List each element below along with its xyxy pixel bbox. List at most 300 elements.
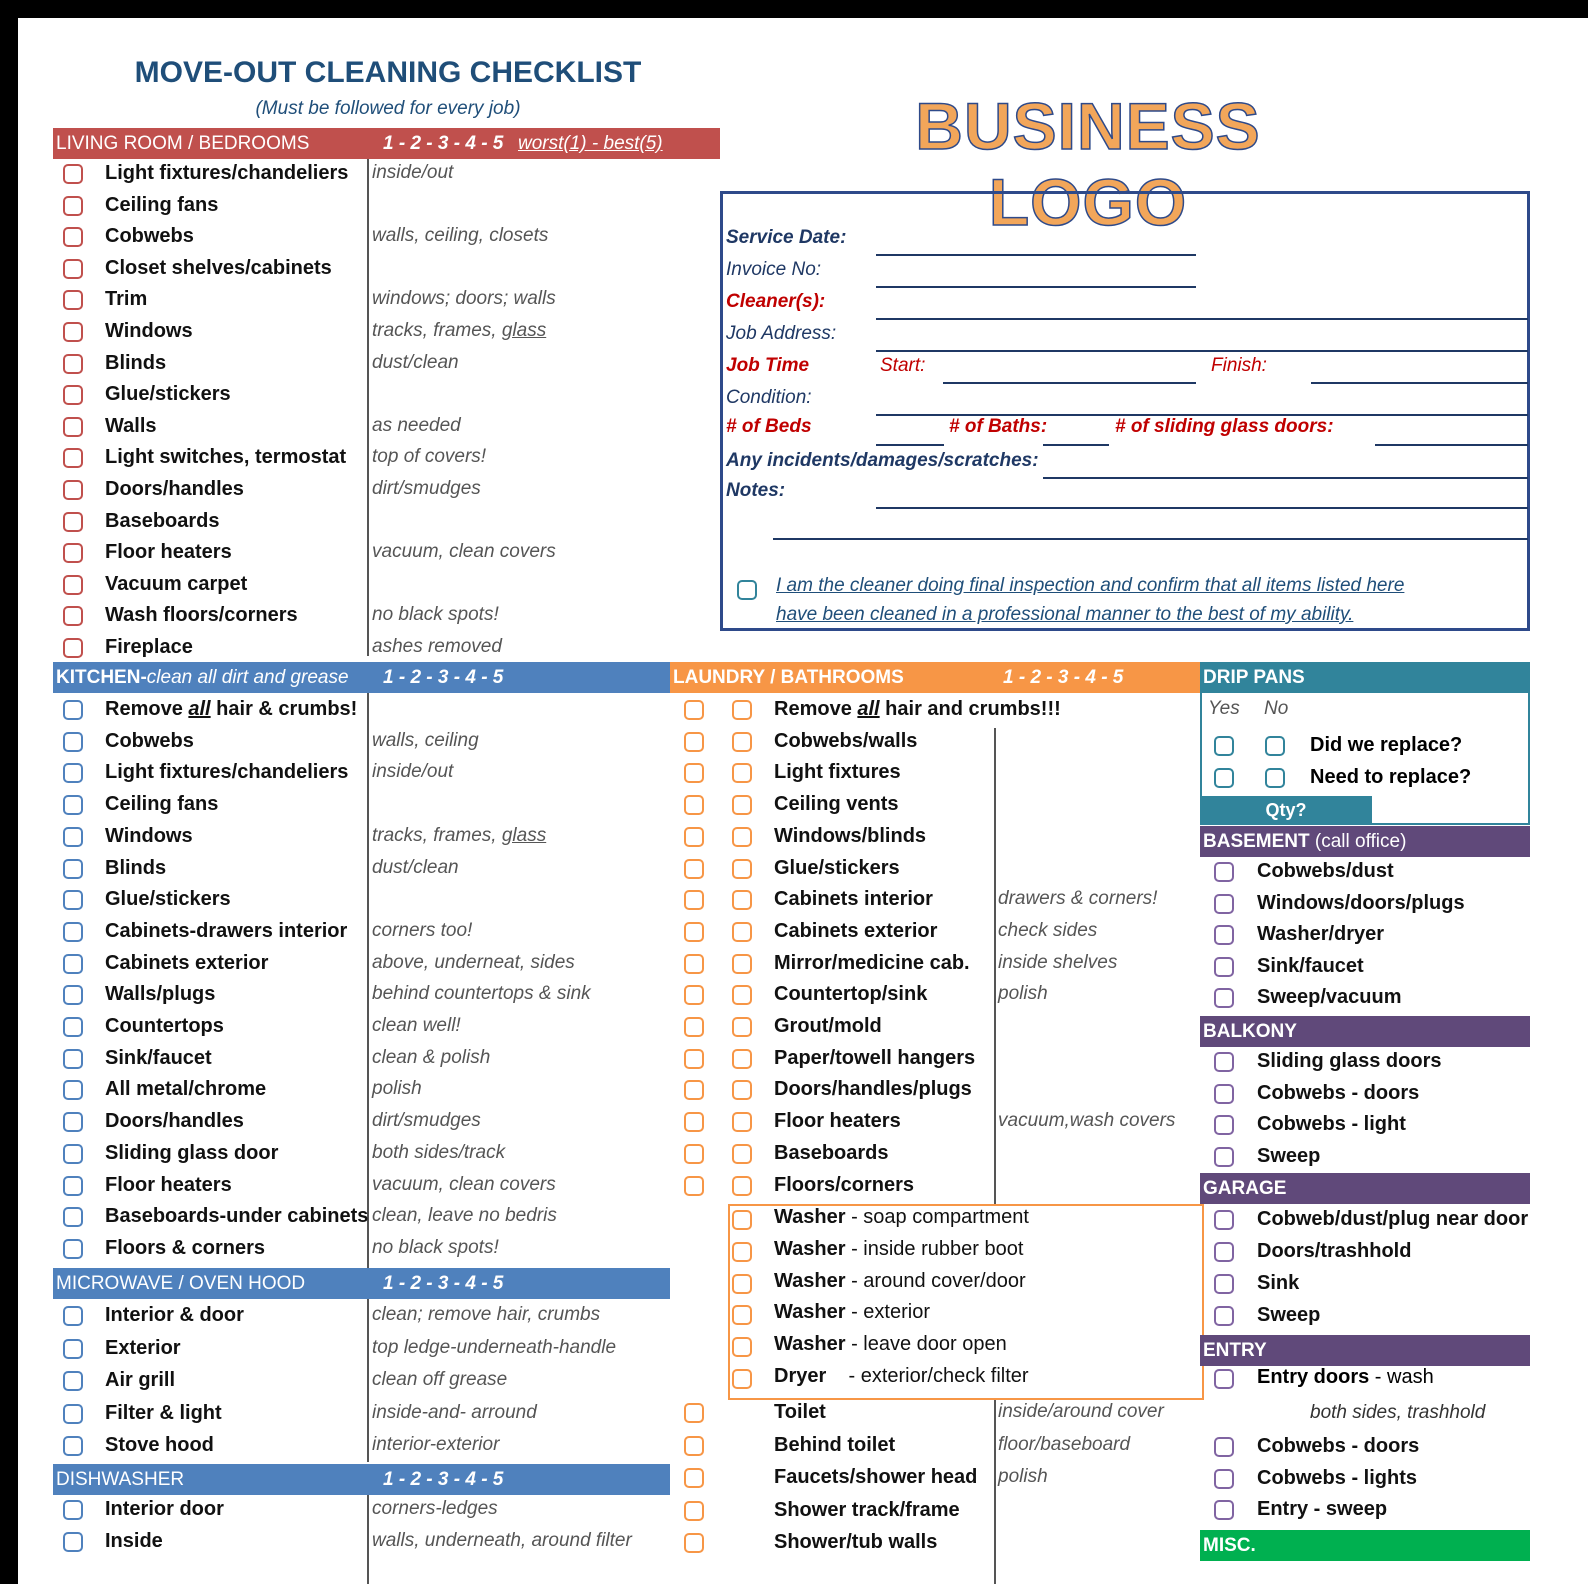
basement-title-note: (call office) xyxy=(1309,831,1407,852)
microwave-item xyxy=(18,1335,617,1367)
kitchen-checkbox[interactable] xyxy=(63,700,83,720)
start-label: Start: xyxy=(880,355,926,376)
living-room-checkbox[interactable] xyxy=(63,480,83,500)
bathroom-checkbox[interactable] xyxy=(684,1436,704,1456)
living-room-item xyxy=(18,350,459,382)
kitchen-checkbox[interactable] xyxy=(63,1239,83,1259)
bathroom-checkbox[interactable] xyxy=(684,1403,704,1423)
living-room-item xyxy=(18,634,502,666)
laundry-label: Floor heaters xyxy=(774,1110,901,1133)
laundry-label: Cabinets exterior xyxy=(774,919,938,942)
living-room-item xyxy=(18,192,219,224)
kitchen-checkbox[interactable] xyxy=(63,732,83,752)
basement-label: Washer/dryer xyxy=(1257,923,1385,945)
kitchen-label: Cabinets exterior xyxy=(105,951,269,974)
kitchen-header xyxy=(53,662,670,693)
living-room-checkbox[interactable] xyxy=(63,354,83,374)
laundry-checkbox-1[interactable] xyxy=(684,985,704,1005)
kitchen-note: clean, leave no bedris xyxy=(372,1205,557,1227)
basement-checkbox[interactable] xyxy=(1214,925,1234,945)
garage-checkbox[interactable] xyxy=(1214,1210,1234,1230)
microwave-note: inside-and- arround xyxy=(372,1401,537,1423)
laundry-checkbox-1[interactable] xyxy=(684,1144,704,1164)
kitchen-checkbox[interactable] xyxy=(63,763,83,783)
dishwasher-header xyxy=(53,1464,670,1495)
garage-checkbox[interactable] xyxy=(1214,1274,1234,1294)
kitchen-note: tracks, frames, glass xyxy=(372,824,547,846)
living-room-item xyxy=(18,539,556,571)
washer-checkbox[interactable] xyxy=(732,1210,752,1230)
bathroom-label: Shower/tub walls xyxy=(774,1531,938,1553)
washer-label-bold: Dryer xyxy=(774,1365,827,1387)
microwave-label: Filter & light xyxy=(105,1401,222,1424)
notes-field-line-1[interactable] xyxy=(876,507,1528,509)
laundry-label: Remove all hair and crumbs!!! xyxy=(774,698,1061,720)
entry-title: ENTRY xyxy=(1203,1340,1267,1361)
living-room-checkbox[interactable] xyxy=(63,290,83,310)
invoice-label: Invoice No: xyxy=(726,259,822,280)
laundry-checkbox-1[interactable] xyxy=(684,1017,704,1037)
laundry-label: Cabinets interior xyxy=(774,888,933,911)
garage-header xyxy=(1200,1173,1530,1204)
bathroom-checkbox[interactable] xyxy=(684,1501,704,1521)
kitchen-checkbox[interactable] xyxy=(63,795,83,815)
entry-checkbox[interactable] xyxy=(1214,1500,1234,1520)
laundry-divider-upper xyxy=(994,728,996,1204)
microwave-label: Stove hood xyxy=(105,1434,214,1456)
need-replace-no-checkbox[interactable] xyxy=(1265,768,1285,788)
business-logo: BUSINESS LOGO xyxy=(915,89,1261,239)
laundry-label: Paper/towell hangers xyxy=(774,1046,976,1069)
dishwasher-label: Interior door xyxy=(105,1498,224,1520)
washer-label xyxy=(774,1206,1029,1229)
laundry-label: Windows/blinds xyxy=(774,824,927,847)
microwave-checkbox[interactable] xyxy=(63,1371,83,1391)
laundry-checkbox-1[interactable] xyxy=(684,1049,704,1069)
laundry-checkbox-1[interactable] xyxy=(684,954,704,974)
cleaners-label: Cleaner(s): xyxy=(726,291,826,312)
laundry-checkbox-2[interactable] xyxy=(732,763,752,783)
living-room-checkbox[interactable] xyxy=(63,417,83,437)
service-date-label: Service Date: xyxy=(726,227,847,248)
washer-label xyxy=(774,1238,1023,1261)
washer-label xyxy=(774,1365,1029,1388)
laundry-checkbox-1[interactable] xyxy=(684,1176,704,1196)
kitchen-label: All metal/chrome xyxy=(105,1078,267,1101)
washer-checkbox[interactable] xyxy=(732,1369,752,1389)
sliding-doors-field[interactable] xyxy=(1375,444,1528,446)
living-room-label: Blinds xyxy=(105,351,167,374)
bathroom-checkbox[interactable] xyxy=(684,1468,704,1488)
misc-title: MISC. xyxy=(1203,1535,1256,1556)
balcony-checkbox[interactable] xyxy=(1214,1115,1234,1135)
kitchen-note: no black spots! xyxy=(372,1236,499,1258)
bathroom-note: polish xyxy=(998,1466,1048,1487)
washer-checkbox[interactable] xyxy=(732,1274,752,1294)
living-room-note: windows; doors; walls xyxy=(372,288,556,310)
kitchen-note: behind countertops & sink xyxy=(372,983,591,1005)
living-room-note: inside/out xyxy=(372,162,454,183)
laundry-scale: 1 - 2 - 3 - 4 - 5 xyxy=(1003,667,1124,688)
washer-label xyxy=(774,1333,1007,1356)
balcony-label: Cobwebs - doors xyxy=(1257,1081,1420,1104)
basement-checkbox[interactable] xyxy=(1214,862,1234,882)
cleaners-field[interactable] xyxy=(876,318,1528,320)
microwave-checkbox[interactable] xyxy=(63,1339,83,1359)
misc-header xyxy=(1200,1530,1530,1561)
laundry-note: vacuum,wash covers xyxy=(998,1110,1176,1132)
laundry-checkbox-1[interactable] xyxy=(684,859,704,879)
laundry-checkbox-1[interactable] xyxy=(684,795,704,815)
kitchen-label: Floor heaters xyxy=(105,1173,232,1196)
condition-label: Condition: xyxy=(726,387,812,408)
incidents-label: Any incidents/damages/scratches: xyxy=(726,450,1039,471)
living-room-checkbox[interactable] xyxy=(63,575,83,595)
laundry-checkbox-1[interactable] xyxy=(684,763,704,783)
living-room-checkbox[interactable] xyxy=(63,164,83,184)
washer-label-detail: - exterior/check filter xyxy=(826,1365,1029,1387)
living-room-checkbox[interactable] xyxy=(63,196,83,216)
washer-checkbox[interactable] xyxy=(732,1242,752,1262)
laundry-checkbox-2[interactable] xyxy=(732,795,752,815)
balcony-title: BALKONY xyxy=(1203,1021,1297,1042)
living-room-label: Glue/stickers xyxy=(105,383,231,406)
laundry-header xyxy=(670,662,1200,693)
laundry-note: drawers & corners! xyxy=(998,888,1158,910)
living-room-label: Trim xyxy=(105,288,148,311)
washer-label-bold: Washer xyxy=(774,1301,846,1324)
microwave-note: clean off grease xyxy=(372,1369,508,1390)
kitchen-title-note: clean all dirt and grease xyxy=(146,667,349,688)
living-room-note: as needed xyxy=(372,414,461,436)
qty-field[interactable]: Qty? xyxy=(1200,796,1372,825)
address-label: Job Address: xyxy=(726,323,837,344)
basement-checkbox[interactable] xyxy=(1214,988,1234,1008)
laundry-checkbox-1[interactable] xyxy=(684,827,704,847)
microwave-checkbox[interactable] xyxy=(63,1436,83,1456)
microwave-header xyxy=(53,1268,670,1299)
entry-doors-label xyxy=(1257,1366,1434,1389)
living-room-header xyxy=(53,128,720,159)
living-room-item xyxy=(18,602,499,634)
drip-yes-label: Yes xyxy=(1208,698,1240,719)
laundry-checkbox-2[interactable] xyxy=(732,827,752,847)
laundry-checkbox-1[interactable] xyxy=(684,1112,704,1132)
laundry-checkbox-1[interactable] xyxy=(684,732,704,752)
laundry-label: Baseboards xyxy=(774,1141,889,1164)
kitchen-label: Cabinets-drawers interior xyxy=(105,919,348,942)
kitchen-checkbox[interactable] xyxy=(63,985,83,1005)
living-divider xyxy=(367,159,369,656)
entry-label: Cobwebs - doors xyxy=(1257,1435,1420,1457)
living-room-note: ashes removed xyxy=(372,636,502,657)
laundry-checkbox-1[interactable] xyxy=(684,700,704,720)
microwave-divider xyxy=(367,1299,369,1462)
kitchen-label: Glue/stickers xyxy=(105,888,231,911)
living-room-note: dust/clean xyxy=(372,351,459,373)
drip-no-label: No xyxy=(1264,698,1289,719)
kitchen-note: inside/out xyxy=(372,761,454,783)
start-field[interactable] xyxy=(943,382,1196,384)
living-room-label: Doors/handles xyxy=(105,478,244,500)
bathroom-checkbox[interactable] xyxy=(684,1533,704,1553)
laundry-checkbox-2[interactable] xyxy=(732,700,752,720)
living-room-item xyxy=(18,476,481,508)
microwave-checkbox[interactable] xyxy=(63,1306,83,1326)
living-room-label: Walls xyxy=(105,414,157,437)
microwave-title: MICROWAVE / OVEN HOOD xyxy=(56,1273,306,1294)
living-room-note: walls, ceiling, closets xyxy=(372,225,549,247)
bathroom-note: inside/around cover xyxy=(998,1401,1164,1422)
confirm-checkbox[interactable] xyxy=(737,580,757,600)
living-room-item xyxy=(18,255,332,287)
kitchen-note: both sides/track xyxy=(372,1141,506,1163)
bathroom-note: floor/baseboard xyxy=(998,1433,1131,1455)
living-room-label: Closet shelves/cabinets xyxy=(105,256,332,279)
entry-label: Cobwebs - lights xyxy=(1257,1466,1417,1489)
kitchen-note: dust/clean xyxy=(372,856,459,878)
balcony-label: Cobwebs - light xyxy=(1257,1113,1406,1135)
laundry-checkbox-2[interactable] xyxy=(732,1080,752,1100)
kitchen-checkbox[interactable] xyxy=(63,1080,83,1100)
kitchen-checkbox[interactable] xyxy=(63,1112,83,1132)
kitchen-scale: 1 - 2 - 3 - 4 - 5 xyxy=(383,667,504,688)
balcony-checkbox[interactable] xyxy=(1214,1147,1234,1167)
laundry-checkbox-2[interactable] xyxy=(732,922,752,942)
living-room-item xyxy=(18,571,248,603)
dishwasher-note: walls, underneath, around filter xyxy=(372,1529,632,1551)
living-room-checkbox[interactable] xyxy=(63,448,83,468)
living-room-label: Ceiling fans xyxy=(105,193,219,216)
kitchen-checkbox[interactable] xyxy=(63,954,83,974)
replaced-no-checkbox[interactable] xyxy=(1265,736,1285,756)
bathroom-label: Behind toilet xyxy=(774,1433,896,1456)
kitchen-label: Light fixtures/chandeliers xyxy=(105,761,349,784)
living-room-checkbox[interactable] xyxy=(63,512,83,532)
kitchen-label: Cobwebs xyxy=(105,729,194,752)
did-we-replace-label: Did we replace? xyxy=(1310,734,1463,756)
notes-field-line-2[interactable] xyxy=(773,538,1528,540)
living-room-item xyxy=(18,508,220,540)
living-room-checkbox[interactable] xyxy=(63,322,83,342)
laundry-title: LAUNDRY / BATHROOMS xyxy=(673,667,904,688)
living-room-checkbox[interactable] xyxy=(63,259,83,279)
laundry-label: Glue/stickers xyxy=(774,856,900,879)
laundry-note: check sides xyxy=(998,919,1098,941)
washer-label-detail: - soap compartment xyxy=(845,1206,1029,1228)
dishwasher-label: Inside xyxy=(105,1529,163,1552)
living-room-item xyxy=(18,413,461,445)
incidents-field[interactable] xyxy=(1043,477,1528,479)
living-room-scale-note: worst(1) - best(5) xyxy=(518,133,663,154)
laundry-checkbox-1[interactable] xyxy=(684,890,704,910)
basement-label: Windows/doors/plugs xyxy=(1257,891,1465,914)
living-room-item xyxy=(18,223,549,255)
living-room-note: no black spots! xyxy=(372,604,499,626)
kitchen-label: Ceiling fans xyxy=(105,793,219,816)
living-room-label: Vacuum carpet xyxy=(105,572,248,595)
living-room-checkbox[interactable] xyxy=(63,606,83,626)
laundry-checkbox-2[interactable] xyxy=(732,1017,752,1037)
kitchen-label: Walls/plugs xyxy=(105,983,216,1006)
page-subtitle: (Must be followed for every job) xyxy=(255,98,521,119)
living-room-item xyxy=(18,160,454,192)
microwave-checkbox[interactable] xyxy=(63,1404,83,1424)
laundry-checkbox-1[interactable] xyxy=(684,922,704,942)
basement-checkbox[interactable] xyxy=(1214,894,1234,914)
living-room-label: Windows xyxy=(105,320,193,342)
living-room-item xyxy=(18,318,547,350)
garage-label: Sweep xyxy=(1257,1304,1321,1326)
basement-label: Sweep/vacuum xyxy=(1257,986,1402,1008)
kitchen-label: Doors/handles xyxy=(105,1110,244,1133)
kitchen-label: Countertops xyxy=(105,1015,224,1037)
bathroom-label: Shower track/frame xyxy=(774,1498,960,1521)
kitchen-note: corners too! xyxy=(372,919,473,941)
laundry-checkbox-2[interactable] xyxy=(732,954,752,974)
finish-field[interactable] xyxy=(1311,382,1528,384)
microwave-scale: 1 - 2 - 3 - 4 - 5 xyxy=(383,1273,504,1294)
kitchen-checkbox[interactable] xyxy=(63,1176,83,1196)
microwave-label: Interior & door xyxy=(105,1304,244,1326)
confirm-text-line-2: have been cleaned in a professional manner to the best of my ability. xyxy=(776,604,1354,625)
washer-label-bold: Washer xyxy=(774,1237,846,1260)
laundry-checkbox-1[interactable] xyxy=(684,1080,704,1100)
checklist-page xyxy=(18,18,1588,1584)
washer-checkbox[interactable] xyxy=(732,1337,752,1357)
kitchen-note: dirt/smudges xyxy=(372,1110,481,1132)
entry-checkbox[interactable] xyxy=(1214,1469,1234,1489)
laundry-note: inside shelves xyxy=(998,951,1118,973)
living-room-scale: 1 - 2 - 3 - 4 - 5 xyxy=(383,133,504,154)
dishwasher-scale: 1 - 2 - 3 - 4 - 5 xyxy=(383,1469,504,1490)
laundry-checkbox-2[interactable] xyxy=(732,1144,752,1164)
kitchen-note: above, underneat, sides xyxy=(372,951,575,973)
microwave-label: Air grill xyxy=(105,1369,176,1391)
garage-checkbox[interactable] xyxy=(1214,1306,1234,1326)
washer-label xyxy=(774,1301,930,1324)
service-date-field[interactable] xyxy=(876,254,1196,256)
kitchen-note: clean & polish xyxy=(372,1046,491,1068)
laundry-label: Ceiling vents xyxy=(774,793,899,816)
job-info-form xyxy=(720,191,1530,631)
laundry-label: Doors/handles/plugs xyxy=(774,1078,972,1101)
balcony-checkbox[interactable] xyxy=(1214,1052,1234,1072)
microwave-note: top ledge-underneath-handle xyxy=(372,1336,617,1358)
basement-checkbox[interactable] xyxy=(1214,957,1234,977)
living-room-title: LIVING ROOM / BEDROOMS xyxy=(56,133,310,154)
laundry-checkbox-2[interactable] xyxy=(732,859,752,879)
garage-label: Doors/trashhold xyxy=(1257,1240,1412,1262)
living-room-label: Floor heaters xyxy=(105,541,232,564)
kitchen-checkbox[interactable] xyxy=(63,890,83,910)
living-room-note: tracks, frames, glass xyxy=(372,320,547,341)
garage-checkbox[interactable] xyxy=(1214,1242,1234,1262)
living-room-item xyxy=(18,444,487,476)
entry-doors-note: both sides, trashhold xyxy=(1310,1402,1486,1423)
living-room-label: Cobwebs xyxy=(105,225,194,248)
need-replace-yes-checkbox[interactable] xyxy=(1214,768,1234,788)
garage-label: Cobweb/dust/plug near door xyxy=(1257,1208,1529,1230)
kitchen-checkbox[interactable] xyxy=(63,1017,83,1037)
living-room-checkbox[interactable] xyxy=(63,227,83,247)
microwave-item xyxy=(18,1367,508,1399)
laundry-divider-lower xyxy=(994,1400,996,1584)
invoice-field[interactable] xyxy=(876,286,1196,288)
address-field[interactable] xyxy=(876,350,1528,352)
living-room-checkbox[interactable] xyxy=(63,543,83,563)
laundry-label: Mirror/medicine cab. xyxy=(774,951,970,974)
kitchen-label: Blinds xyxy=(105,856,167,879)
kitchen-label: Windows xyxy=(105,824,193,847)
drip-pans-header xyxy=(1200,662,1530,693)
balcony-header xyxy=(1200,1016,1530,1047)
living-room-note: dirt/smudges xyxy=(372,478,481,499)
kitchen-note: polish xyxy=(372,1078,422,1100)
living-room-checkbox[interactable] xyxy=(63,385,83,405)
kitchen-checkbox[interactable] xyxy=(63,1049,83,1069)
laundry-label: Countertop/sink xyxy=(774,983,928,1006)
living-room-item xyxy=(18,381,231,413)
kitchen-checkbox[interactable] xyxy=(63,1207,83,1227)
dishwasher-checkbox[interactable] xyxy=(63,1532,83,1552)
kitchen-note: vacuum, clean covers xyxy=(372,1173,556,1195)
living-room-label: Wash floors/corners xyxy=(105,604,298,627)
kitchen-checkbox[interactable] xyxy=(63,1144,83,1164)
bathroom-label: Toilet xyxy=(774,1401,826,1423)
living-room-item xyxy=(18,286,556,318)
need-to-replace-label: Need to replace? xyxy=(1310,766,1472,788)
laundry-checkbox-2[interactable] xyxy=(732,890,752,910)
kitchen-label: Sliding glass door xyxy=(105,1141,279,1164)
beds-field[interactable] xyxy=(876,444,944,446)
drip-pans-title: DRIP PANS xyxy=(1203,667,1305,688)
replaced-yes-checkbox[interactable] xyxy=(1214,736,1234,756)
dishwasher-checkbox[interactable] xyxy=(63,1500,83,1520)
living-room-checkbox[interactable] xyxy=(63,638,83,658)
dishwasher-note: corners-ledges xyxy=(372,1498,498,1519)
living-room-note: vacuum, clean covers xyxy=(372,541,556,563)
garage-title: GARAGE xyxy=(1203,1178,1287,1199)
baths-label: # of Baths: xyxy=(949,416,1048,437)
washer-checkbox[interactable] xyxy=(732,1305,752,1325)
laundry-checkbox-2[interactable] xyxy=(732,732,752,752)
entry-doors-checkbox[interactable] xyxy=(1214,1369,1234,1389)
kitchen-checkbox[interactable] xyxy=(63,859,83,879)
washer-label-bold: Washer xyxy=(774,1333,846,1356)
entry-checkbox[interactable] xyxy=(1214,1437,1234,1457)
balcony-checkbox[interactable] xyxy=(1214,1084,1234,1104)
beds-label: # of Beds xyxy=(726,416,812,437)
laundry-checkbox-2[interactable] xyxy=(732,985,752,1005)
sliding-doors-label: # of sliding glass doors: xyxy=(1115,416,1334,437)
finish-label: Finish: xyxy=(1211,355,1267,376)
living-room-note: top of covers! xyxy=(372,446,487,468)
balcony-label: Sliding glass doors xyxy=(1257,1050,1442,1072)
laundry-label: Grout/mold xyxy=(774,1015,882,1037)
laundry-checkbox-2[interactable] xyxy=(732,1112,752,1132)
kitchen-checkbox[interactable] xyxy=(63,922,83,942)
kitchen-note: clean well! xyxy=(372,1015,461,1036)
washer-label-detail: - around cover/door xyxy=(845,1269,1026,1292)
laundry-checkbox-2[interactable] xyxy=(732,1049,752,1069)
kitchen-label: Sink/faucet xyxy=(105,1046,212,1069)
bathroom-label: Faucets/shower head xyxy=(774,1466,978,1488)
living-room-label: Light switches, termostat xyxy=(105,446,347,469)
laundry-checkbox-2[interactable] xyxy=(732,1176,752,1196)
baths-field[interactable] xyxy=(1043,444,1109,446)
kitchen-checkbox[interactable] xyxy=(63,827,83,847)
